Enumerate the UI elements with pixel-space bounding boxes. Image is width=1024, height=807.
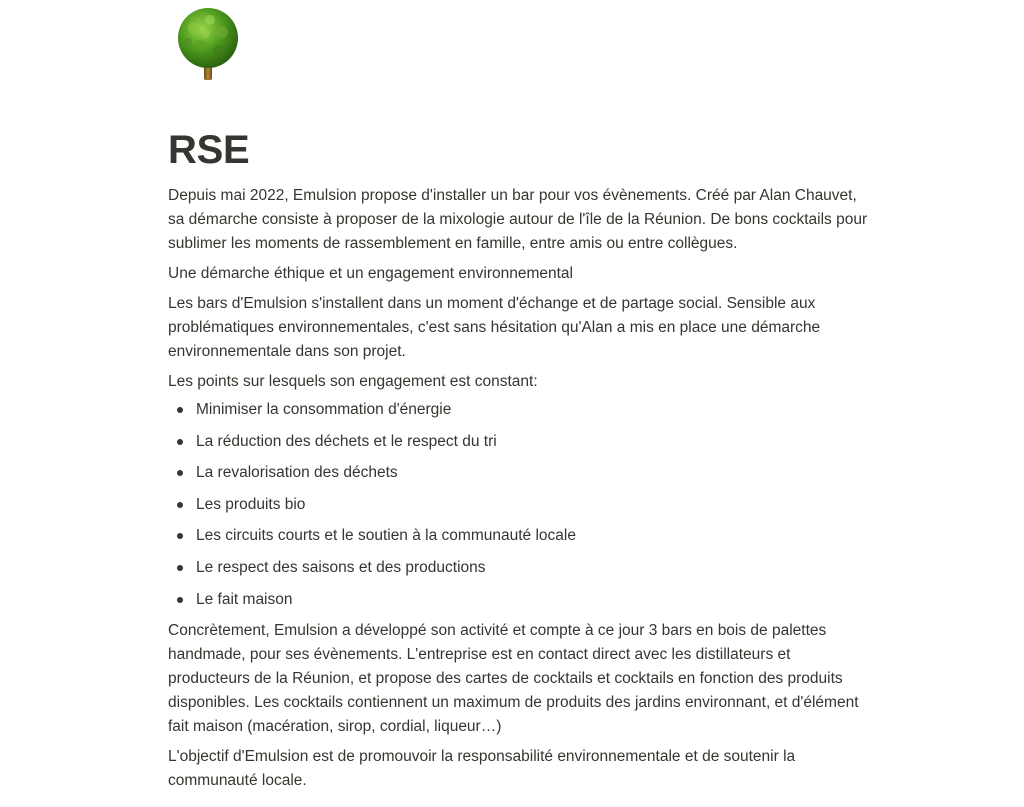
bullet-icon <box>177 439 183 445</box>
list-item <box>168 461 868 485</box>
intro-paragraph: Depuis mai 2022, Emulsion propose d'installer un bar pour vos évènements. Créé par Alan Chauvet, sa démarche consiste à proposer de la mixologie autour de l'île de la Réunion. De bons cocktails pour sublimer les moments de rassemblement en famille, entre amis ou entre collègues. <box>168 187 868 252</box>
list-item-text: La revalorisation des déchets <box>196 464 398 482</box>
list-item <box>168 524 868 548</box>
page-content <box>168 0 868 793</box>
page-title: RSE <box>168 128 250 172</box>
tree-emoji-icon[interactable] <box>172 6 244 82</box>
engagement-paragraph: Les bars d'Emulsion s'installent dans un moment d'échange et de partage social. Sensible aux problématiques environnementales, c'est sans hésitation qu'Alan a mis en place une démarche environnementale dans son projet. <box>168 295 821 360</box>
list-item-text: La réduction des déchets et le respect du tri <box>196 432 497 450</box>
list-item-text: Le fait maison <box>196 590 293 608</box>
engagement-points-list <box>168 398 868 612</box>
list-item-text: Le respect des saisons et des productions <box>196 558 486 576</box>
list-item-text: Les produits bio <box>196 495 306 513</box>
list-item <box>168 430 868 454</box>
bullet-icon <box>177 565 183 571</box>
bullet-icon <box>177 597 183 603</box>
bullet-icon <box>177 470 183 476</box>
list-item <box>168 398 868 422</box>
list-item <box>168 556 868 580</box>
list-item <box>168 493 868 517</box>
conclusion-paragraph: L'objectif d'Emulsion est de promouvoir la responsabilité environnementale et de soutenir la communauté locale. <box>168 748 796 790</box>
subheading-text: Une démarche éthique et un engagement environnemental <box>168 265 573 282</box>
bullet-icon <box>177 502 183 508</box>
list-item-text: Les circuits courts et le soutien à la communauté locale <box>196 527 576 545</box>
bullet-icon <box>177 533 183 539</box>
list-intro-text: Les points sur lesquels son engagement est constant: <box>168 373 538 390</box>
list-item <box>168 588 868 612</box>
list-item-text: Minimiser la consommation d'énergie <box>196 401 452 418</box>
bullet-icon <box>177 407 183 413</box>
concrete-paragraph: Concrètement, Emulsion a développé son activité et compte à ce jour 3 bars en bois de palettes handmade, pour ses évènements. L'entreprise est en contact direct avec les distillateurs et producteurs de la Réunion, et propose des cartes de cocktails et cocktails en fonction des produits disponibles. Les cocktails contiennent un maximum de produits des jardins environnant, et d'élément fait maison (macération, sirop, cordial, liqueur…) <box>168 622 859 736</box>
